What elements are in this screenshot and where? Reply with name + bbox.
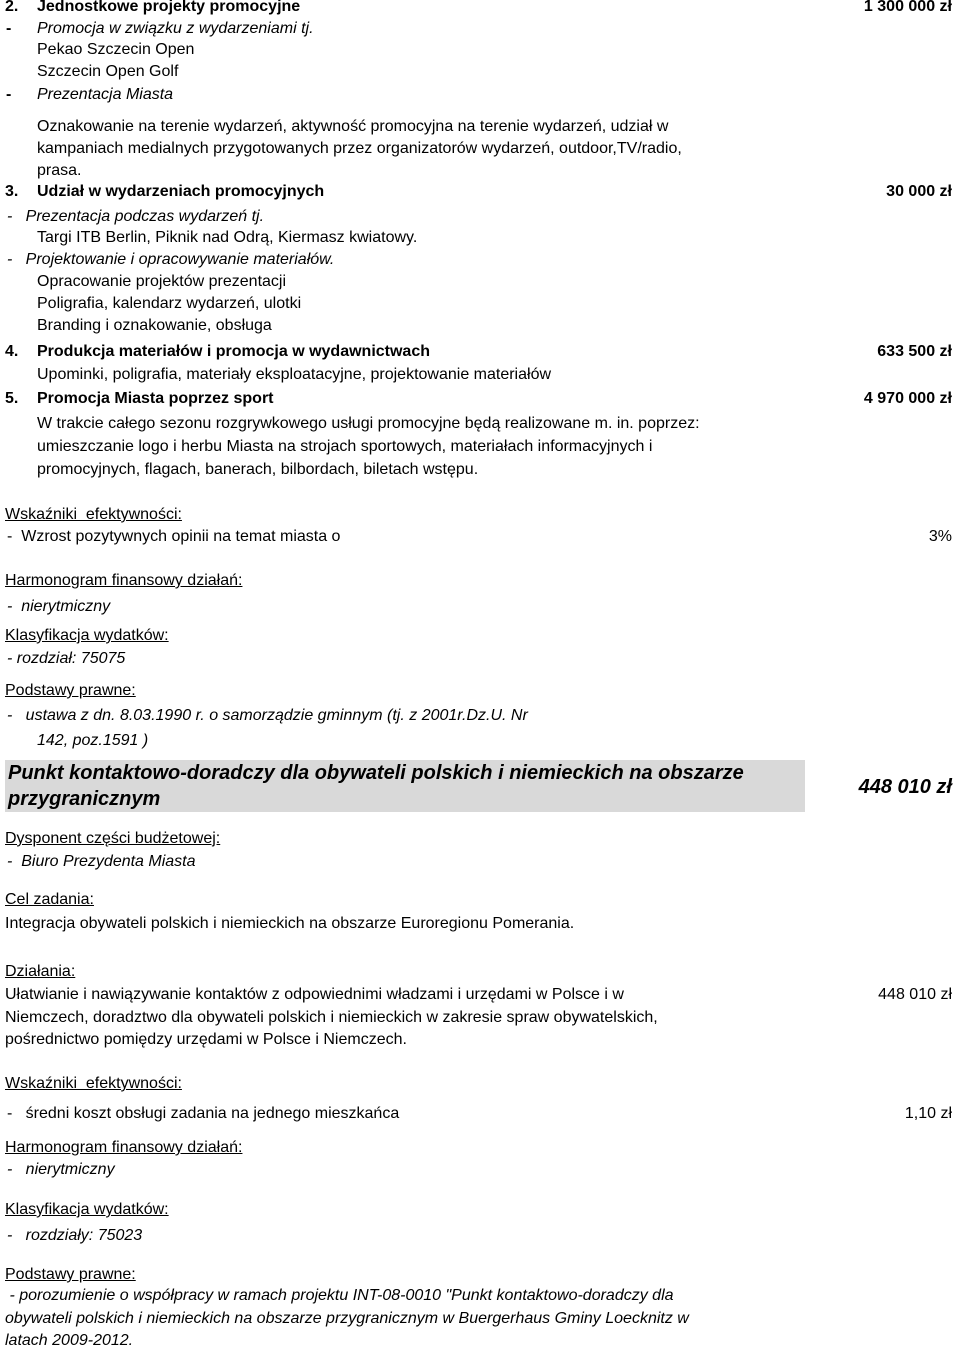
sec2-amount: 1 300 000 zł bbox=[863, 0, 952, 15]
sec2-subitem-2: Szczecin Open Golf bbox=[37, 63, 179, 80]
sec4-title: Produkcja materiałów i promocja w wydawnictwach bbox=[37, 343, 430, 360]
activities-line-3: pośrednictwo pomiędzy urzędami w Polsce i Niemczech. bbox=[5, 1031, 407, 1048]
classification-text-2: - rozdziały: 75023 bbox=[7, 1227, 143, 1244]
task-title: Punkt kontaktowo-doradczy dla obywateli polskich i niemieckich na obszarze przygranicznym bbox=[8, 762, 744, 810]
legal-basis-2-line-2: obywateli polskich i niemieckich na obszarze przygranicznym w Buergerhaus Gminy Loecknitz w bbox=[5, 1310, 689, 1327]
sec3-amount: 30 000 zł bbox=[886, 183, 952, 200]
sec5-amount: 4 970 000 zł bbox=[863, 390, 952, 407]
sec3-item-1: - Prezentacja podczas wydarzeń tj. bbox=[7, 208, 265, 225]
legal-basis-line-2: 142, poz.1591 ) bbox=[37, 732, 149, 749]
schedule-heading: Harmonogram finansowy działań: bbox=[5, 572, 243, 589]
legal-basis-line-1: - ustawa z dn. 8.03.1990 r. o samorządzie gminnym (tj. z 2001r.Dz.U. Nr bbox=[7, 707, 528, 724]
sec3-subitem-1: Targi ITB Berlin, Piknik nad Odrą, Kiermasz kwiatowy. bbox=[37, 229, 418, 246]
efficiency-indicator: - Wzrost pozytywnych opinii na temat miasta o bbox=[7, 528, 341, 545]
efficiency-indicator-2: - średni koszt obsługi zadania na jednego mieszkańca bbox=[7, 1105, 400, 1122]
task-amount: 448 010 zł bbox=[858, 776, 952, 798]
sec4-text: Upominki, poligrafia, materiały eksploatacyjne, projektowanie materiałów bbox=[37, 366, 552, 383]
sec5-paragraph-line-3: promocyjnych, flagach, banerach, bilbordach, biletach wstępu. bbox=[37, 461, 479, 478]
sec5-paragraph-line-2: umieszczanie logo i herbu Miasta na strojach sportowych, materiałach informacyjnych i bbox=[37, 438, 653, 455]
sec2-title: Jednostkowe projekty promocyjne bbox=[37, 0, 301, 15]
activities-line-2: Niemczech, doradztwo dla obywateli polskich i niemieckich w zakresie spraw obywatelskich, bbox=[5, 1009, 658, 1026]
schedule-text-2: - nierytmiczny bbox=[7, 1161, 115, 1178]
sec3-subitem-2: Opracowanie projektów prezentacji bbox=[37, 273, 287, 290]
sec2-dash-2: - bbox=[6, 86, 12, 103]
budget-holder-heading: Dysponent części budżetowej: bbox=[5, 830, 221, 847]
sec4-number: 4. bbox=[5, 343, 19, 360]
sec2-paragraph-line-2: kampaniach medialnych przygotowanych przez organizatorów wydarzeń, outdoor,TV/radio, bbox=[37, 140, 682, 157]
activities-line-1: Ułatwianie i nawiązywanie kontaktów z odpowiednimi władzami i urzędami w Polsce i w bbox=[5, 986, 624, 1003]
sec5-paragraph-line-1: W trakcie całego sezonu rozgrywkowego usługi promocyjne będą realizowane m. in. poprzez: bbox=[37, 415, 700, 432]
sec2-dash-1: - bbox=[6, 20, 12, 37]
sec5-number: 5. bbox=[5, 390, 19, 407]
sec2-item-2: Prezentacja Miasta bbox=[37, 86, 174, 103]
goal-text: Integracja obywateli polskich i niemieckich na obszarze Euroregionu Pomerania. bbox=[5, 915, 575, 932]
sec2-subitem-1: Pekao Szczecin Open bbox=[37, 41, 195, 58]
sec4-amount: 633 500 zł bbox=[877, 343, 952, 360]
sec3-title: Udział w wydarzeniach promocyjnych bbox=[37, 183, 325, 200]
schedule-text: - nierytmiczny bbox=[7, 598, 111, 615]
efficiency-heading: Wskaźniki efektywności: bbox=[5, 506, 182, 523]
goal-heading: Cel zadania: bbox=[5, 891, 94, 908]
efficiency-heading-2: Wskaźniki efektywności: bbox=[5, 1075, 182, 1092]
efficiency-value-2: 1,10 zł bbox=[904, 1105, 952, 1122]
classification-heading-2: Klasyfikacja wydatków: bbox=[5, 1201, 169, 1218]
budget-holder-text: - Biuro Prezydenta Miasta bbox=[7, 853, 196, 870]
sec3-subitem-3: Poligrafia, kalendarz wydarzeń, ulotki bbox=[37, 295, 302, 312]
sec2-paragraph-line-3: prasa. bbox=[37, 162, 82, 179]
legal-basis-heading: Podstawy prawne: bbox=[5, 682, 136, 699]
activities-heading: Działania: bbox=[5, 963, 76, 980]
sec2-number: 2. bbox=[5, 0, 19, 15]
legal-basis-2-line-3: latach 2009-2012. bbox=[5, 1332, 134, 1349]
sec5-title: Promocja Miasta poprzez sport bbox=[37, 390, 274, 407]
sec2-item-1: Promocja w związku z wydarzeniami tj. bbox=[37, 20, 314, 37]
classification-text: - rozdział: 75075 bbox=[7, 650, 126, 667]
sec3-subitem-4: Branding i oznakowanie, obsługa bbox=[37, 317, 272, 334]
efficiency-value: 3% bbox=[928, 528, 952, 545]
schedule-heading-2: Harmonogram finansowy działań: bbox=[5, 1139, 243, 1156]
legal-basis-heading-2: Podstawy prawne: bbox=[5, 1266, 136, 1283]
sec2-paragraph-line-1: Oznakowanie na terenie wydarzeń, aktywność promocyjna na terenie wydarzeń, udział w bbox=[37, 118, 669, 135]
classification-heading: Klasyfikacja wydatków: bbox=[5, 627, 169, 644]
legal-basis-2-line-1: - porozumienie o współpracy w ramach projektu INT-08-0010 "Punkt kontaktowo-doradczy dla bbox=[5, 1287, 674, 1304]
activities-amount: 448 010 zł bbox=[878, 986, 952, 1003]
sec3-item-2: - Projektowanie i opracowywanie materiałów. bbox=[7, 251, 335, 268]
sec3-number: 3. bbox=[5, 183, 19, 200]
